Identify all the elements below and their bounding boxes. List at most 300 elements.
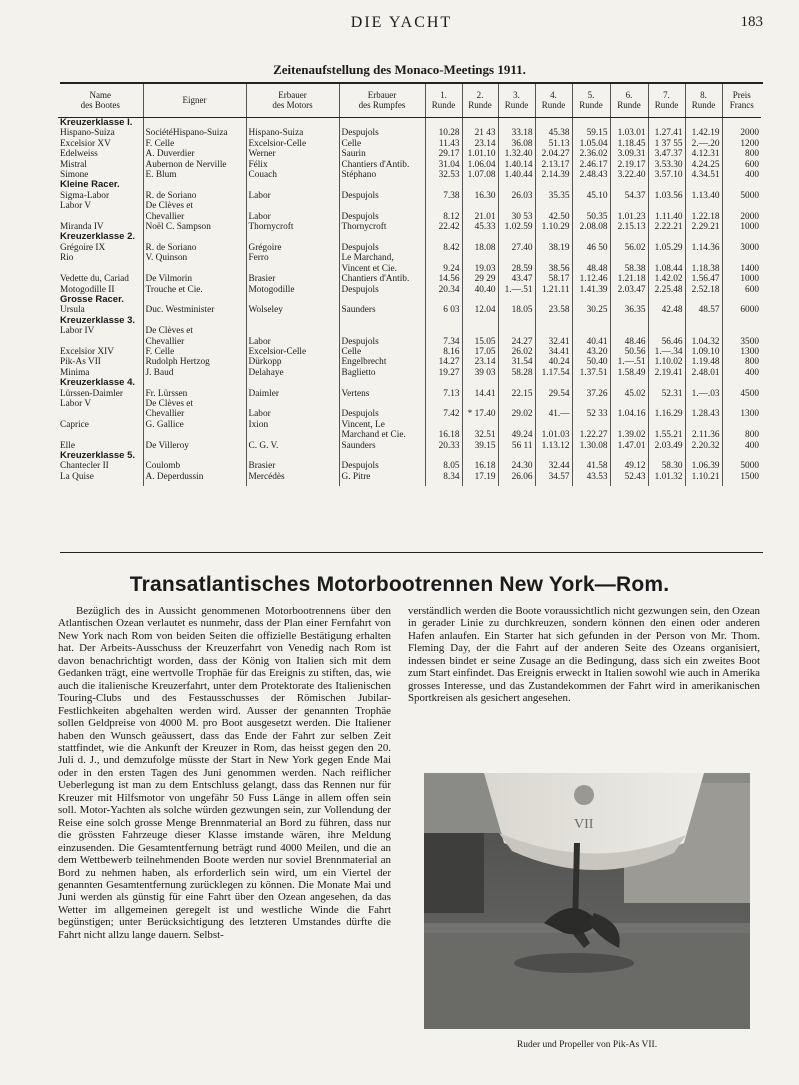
table-cell: 1.18.45 bbox=[610, 139, 648, 149]
table-cell: 2.29.21 bbox=[685, 222, 722, 232]
table-cell: 36.35 bbox=[610, 305, 648, 315]
table-cell: Ursula bbox=[60, 305, 85, 316]
table-cell bbox=[246, 118, 339, 129]
table-cell: 7.38 bbox=[425, 191, 462, 201]
column-header: Preis Francs bbox=[722, 84, 761, 118]
table-cell: Engelbrecht bbox=[339, 357, 425, 367]
table-cell: 43.20 bbox=[572, 347, 610, 357]
table-cell bbox=[498, 316, 535, 326]
table-row bbox=[58, 201, 761, 211]
table-cell: Chantiers d'Antib. bbox=[339, 160, 425, 170]
table-cell bbox=[339, 232, 425, 242]
table-cell: Despujols bbox=[339, 285, 425, 295]
table-cell: De Vilmorin bbox=[143, 274, 246, 284]
column-header: Eigner bbox=[143, 84, 246, 118]
table-cell bbox=[339, 326, 425, 336]
table-cell: De Clèves et bbox=[143, 326, 246, 336]
column-header: Name des Bootes bbox=[58, 84, 143, 118]
table-cell: Despujols bbox=[339, 461, 425, 471]
table-cell: 1.17.54 bbox=[535, 368, 572, 378]
table-cell: Rio bbox=[60, 253, 74, 264]
table-cell bbox=[462, 316, 498, 326]
table-cell: 1.07.08 bbox=[462, 170, 498, 180]
table-cell: 58.38 bbox=[610, 264, 648, 274]
table-cell: 1.28.43 bbox=[685, 409, 722, 419]
table-cell: 1.01.23 bbox=[610, 212, 648, 222]
table-cell bbox=[143, 316, 246, 326]
class-heading-row bbox=[58, 180, 761, 190]
table-cell: E. Blum bbox=[143, 170, 246, 180]
table-cell: 24.30 bbox=[498, 461, 535, 471]
table-cell bbox=[610, 253, 648, 263]
table-cell: Saurin bbox=[339, 149, 425, 159]
table-cell: 1.10.21 bbox=[685, 472, 722, 486]
table-cell bbox=[462, 180, 498, 190]
table-cell: 1.01.03 bbox=[535, 430, 572, 440]
table-cell bbox=[610, 326, 648, 336]
table-cell: 2.48.01 bbox=[685, 368, 722, 378]
table-row bbox=[58, 389, 761, 399]
table-cell: 56.02 bbox=[610, 243, 648, 253]
table-cell: 19.03 bbox=[462, 264, 498, 274]
table-cell: 2.46.17 bbox=[572, 160, 610, 170]
class-heading-row bbox=[58, 316, 761, 326]
table-cell: 8.42 bbox=[425, 243, 462, 253]
table-cell: 2.14.39 bbox=[535, 170, 572, 180]
table-cell: 1.12.46 bbox=[572, 274, 610, 284]
table-cell: 10.28 bbox=[425, 128, 462, 138]
table-cell: De Villeroy bbox=[143, 441, 246, 451]
table-row bbox=[58, 430, 761, 440]
table-row bbox=[58, 274, 761, 284]
table-cell: 23.58 bbox=[535, 305, 572, 315]
table-cell bbox=[685, 232, 722, 242]
class-heading-row bbox=[58, 295, 761, 305]
table-cell bbox=[143, 180, 246, 190]
table-cell: 29.17 bbox=[425, 149, 462, 159]
table-cell: Thornycroft bbox=[339, 222, 425, 232]
class-label: Kleine Racer. bbox=[60, 180, 120, 191]
table-cell: 400 bbox=[722, 441, 761, 451]
table-cell: 1.42.02 bbox=[648, 274, 685, 284]
table-cell: Caprice bbox=[60, 419, 89, 430]
table-cell bbox=[722, 378, 761, 388]
table-cell bbox=[246, 316, 339, 326]
table-cell: 50.35 bbox=[572, 212, 610, 222]
table-cell bbox=[462, 232, 498, 242]
table-cell: Simone bbox=[60, 170, 89, 181]
table-cell: Werner bbox=[246, 149, 339, 159]
table-cell bbox=[572, 451, 610, 461]
table-cell bbox=[498, 451, 535, 461]
table-cell bbox=[648, 253, 685, 263]
table-cell bbox=[339, 378, 425, 388]
table-cell: Excelsior-Celle bbox=[246, 139, 339, 149]
table-cell: 17.05 bbox=[462, 347, 498, 357]
table-cell: 1.06.04 bbox=[462, 160, 498, 170]
table-cell: Wolseley bbox=[246, 305, 339, 315]
table-cell: 1.10.29 bbox=[535, 222, 572, 232]
table-cell bbox=[610, 316, 648, 326]
table-cell: 1.—.51 bbox=[610, 357, 648, 367]
table-cell bbox=[498, 232, 535, 242]
table-cell: 4.24.25 bbox=[685, 160, 722, 170]
table-cell bbox=[425, 232, 462, 242]
table-cell bbox=[425, 118, 462, 129]
table-cell: 3.22.40 bbox=[610, 170, 648, 180]
table-cell: 4500 bbox=[722, 389, 761, 399]
table-cell: 800 bbox=[722, 357, 761, 367]
table-cell: 2.19.41 bbox=[648, 368, 685, 378]
table-cell: 2.03.47 bbox=[610, 285, 648, 295]
table-cell bbox=[648, 232, 685, 242]
table-cell bbox=[58, 264, 143, 274]
table-cell bbox=[722, 326, 761, 336]
table-cell: 52 33 bbox=[572, 409, 610, 419]
table-cell: 2.52.18 bbox=[685, 285, 722, 295]
table-cell bbox=[685, 378, 722, 388]
table-cell: 1400 bbox=[722, 264, 761, 274]
table-cell bbox=[722, 201, 761, 211]
table-cell: 40.40 bbox=[462, 285, 498, 295]
table-cell bbox=[685, 118, 722, 129]
table-cell: Coulomb bbox=[143, 461, 246, 471]
table-cell: Labor bbox=[246, 337, 339, 347]
table-cell: 1.—.34 bbox=[648, 347, 685, 357]
table-cell: 22.15 bbox=[498, 389, 535, 399]
table-cell bbox=[722, 420, 761, 430]
table-cell bbox=[535, 201, 572, 211]
table-cell bbox=[143, 264, 246, 274]
column-header: 7. Runde bbox=[648, 84, 685, 118]
table-cell: 4.12.31 bbox=[685, 149, 722, 159]
table-cell bbox=[246, 232, 339, 242]
table-cell: 2.22.21 bbox=[648, 222, 685, 232]
class-label: Kreuzerklasse 5. bbox=[60, 451, 135, 461]
table-cell: Aubernon de Nerville bbox=[143, 160, 246, 170]
table-cell: 1.11.40 bbox=[648, 212, 685, 222]
table-cell: 21 43 bbox=[462, 128, 498, 138]
table-cell bbox=[722, 180, 761, 190]
table-cell bbox=[462, 295, 498, 305]
table-cell: 32.41 bbox=[535, 337, 572, 347]
table-cell bbox=[462, 378, 498, 388]
table-cell bbox=[685, 326, 722, 336]
table-cell: Delahaye bbox=[246, 368, 339, 378]
table-cell bbox=[339, 295, 425, 305]
table-cell: 1.05.29 bbox=[648, 243, 685, 253]
table-cell: Chantiers d'Antib. bbox=[339, 274, 425, 284]
table-cell: 3000 bbox=[722, 243, 761, 253]
table-cell: 1.27.41 bbox=[648, 128, 685, 138]
table-cell bbox=[648, 201, 685, 211]
table-cell: Sigma-Labor bbox=[60, 190, 110, 201]
table-cell: 58.28 bbox=[498, 368, 535, 378]
table-row bbox=[58, 305, 761, 315]
column-header: 6. Runde bbox=[610, 84, 648, 118]
table-cell: Rudolph Hertzog bbox=[143, 357, 246, 367]
table-cell bbox=[462, 253, 498, 263]
table-cell bbox=[648, 420, 685, 430]
table-cell: Ferro bbox=[246, 253, 339, 263]
column-header: 4. Runde bbox=[535, 84, 572, 118]
table-cell: Brasier bbox=[246, 461, 339, 471]
table-cell bbox=[143, 451, 246, 461]
table-row bbox=[58, 399, 761, 409]
table-cell: 17.19 bbox=[462, 472, 498, 486]
table-cell: Motogodille II bbox=[60, 284, 115, 295]
table-cell bbox=[339, 118, 425, 129]
table-cell: Chantecler II bbox=[60, 461, 109, 472]
table-cell: 8.16 bbox=[425, 347, 462, 357]
table-cell: 1.14.36 bbox=[685, 243, 722, 253]
table-cell: 3.53.30 bbox=[648, 160, 685, 170]
photo-hull-marking: VII bbox=[574, 817, 594, 832]
table-cell: 14.41 bbox=[462, 389, 498, 399]
page-number: 183 bbox=[740, 14, 763, 30]
table-cell: 1.16.29 bbox=[648, 409, 685, 419]
table-cell: C. G. V. bbox=[246, 441, 339, 451]
table-cell: 1500 bbox=[722, 472, 761, 486]
table-cell: Despujols bbox=[339, 212, 425, 222]
table-cell: 1.56.47 bbox=[685, 274, 722, 284]
table-cell: 29 29 bbox=[462, 274, 498, 284]
table-cell bbox=[58, 212, 143, 222]
table-cell: 29.02 bbox=[498, 409, 535, 419]
table-cell: 20.33 bbox=[425, 441, 462, 451]
table-cell: 39.15 bbox=[462, 441, 498, 451]
table-cell bbox=[58, 337, 143, 347]
table-cell: Félix bbox=[246, 160, 339, 170]
table-cell bbox=[610, 232, 648, 242]
table-cell bbox=[535, 451, 572, 461]
table-cell bbox=[143, 118, 246, 129]
table-cell bbox=[58, 409, 143, 419]
table-cell: 1.09.10 bbox=[685, 347, 722, 357]
table-title: Zeitenaufstellung des Monaco-Meetings 1911. bbox=[273, 62, 526, 77]
table-cell bbox=[722, 253, 761, 263]
table-body bbox=[58, 118, 761, 487]
table-cell: 38.56 bbox=[535, 264, 572, 274]
table-cell: De Clèves et bbox=[143, 399, 246, 409]
table-cell bbox=[572, 253, 610, 263]
photo-illustration bbox=[424, 773, 750, 1029]
table-cell bbox=[648, 316, 685, 326]
table-cell: 20.34 bbox=[425, 285, 462, 295]
column-header: Erbauer des Rumpfes bbox=[339, 84, 425, 118]
table-cell: La Quise bbox=[60, 471, 94, 482]
table-cell: 2.25.48 bbox=[648, 285, 685, 295]
table-cell bbox=[535, 420, 572, 430]
table-cell: 6000 bbox=[722, 305, 761, 315]
table-cell: 18.05 bbox=[498, 305, 535, 315]
table-cell: 16.30 bbox=[462, 191, 498, 201]
table-cell: 1.03.56 bbox=[648, 191, 685, 201]
table-cell bbox=[572, 326, 610, 336]
table-cell: 1.58.49 bbox=[610, 368, 648, 378]
table-cell bbox=[143, 378, 246, 388]
table-cell bbox=[462, 326, 498, 336]
table-cell: 30.25 bbox=[572, 305, 610, 315]
table-cell: 1000 bbox=[722, 274, 761, 284]
table-cell: 30 53 bbox=[498, 212, 535, 222]
table-cell bbox=[425, 201, 462, 211]
table-cell: Minima bbox=[60, 367, 90, 378]
table-row bbox=[58, 253, 761, 263]
table-row bbox=[58, 357, 761, 367]
table-cell bbox=[498, 295, 535, 305]
column-header: 8. Runde bbox=[685, 84, 722, 118]
table-cell: 26.06 bbox=[498, 472, 535, 486]
table-cell: Excelsior XV bbox=[60, 138, 111, 149]
table-cell bbox=[498, 326, 535, 336]
table-cell: Noël C. Sampson bbox=[143, 222, 246, 232]
table-row bbox=[58, 326, 761, 336]
table-cell: 12.04 bbox=[462, 305, 498, 315]
table-cell: Hispano-Suiza bbox=[246, 128, 339, 138]
column-header: 5. Runde bbox=[572, 84, 610, 118]
table-cell: 600 bbox=[722, 285, 761, 295]
table-cell: 1.41.39 bbox=[572, 285, 610, 295]
table-row bbox=[58, 222, 761, 232]
table-cell: J. Baud bbox=[143, 368, 246, 378]
table-row bbox=[58, 212, 761, 222]
table-cell: F. Celle bbox=[143, 347, 246, 357]
table-cell: 7.13 bbox=[425, 389, 462, 399]
class-heading-row bbox=[58, 378, 761, 388]
table-row bbox=[58, 160, 761, 170]
table-cell: Grégoire bbox=[246, 243, 339, 253]
table-row bbox=[58, 441, 761, 451]
table-cell bbox=[425, 378, 462, 388]
table-cell: Vertens bbox=[339, 389, 425, 399]
table-cell: 52.43 bbox=[610, 472, 648, 486]
table-cell: 8.34 bbox=[425, 472, 462, 486]
class-label: Kreuzerklasse 3. bbox=[60, 315, 135, 326]
table-cell: 14.27 bbox=[425, 357, 462, 367]
table-cell bbox=[246, 399, 339, 409]
table-cell: Despujols bbox=[339, 337, 425, 347]
article-column-left bbox=[58, 605, 391, 941]
table-cell: Vincent, Le bbox=[339, 420, 425, 430]
table-cell: Pik-As VII bbox=[60, 357, 101, 368]
table-cell bbox=[246, 378, 339, 388]
table-cell: A. Deperdussin bbox=[143, 472, 246, 486]
table-cell: 56.46 bbox=[648, 337, 685, 347]
table-cell: 2.19.17 bbox=[610, 160, 648, 170]
table-cell bbox=[572, 118, 610, 129]
table-cell: 45.02 bbox=[610, 389, 648, 399]
table-cell: 3500 bbox=[722, 337, 761, 347]
table-cell bbox=[462, 420, 498, 430]
table-cell: 3.09.31 bbox=[610, 149, 648, 159]
table-cell: 58.17 bbox=[535, 274, 572, 284]
rudder-propeller-photo bbox=[424, 773, 750, 1029]
table-cell: Stéphano bbox=[339, 170, 425, 180]
table-cell: 23.14 bbox=[462, 357, 498, 367]
table-cell bbox=[685, 316, 722, 326]
table-cell: 54.37 bbox=[610, 191, 648, 201]
table-cell bbox=[685, 451, 722, 461]
table-cell: 45.10 bbox=[572, 191, 610, 201]
table-cell: 11.43 bbox=[425, 139, 462, 149]
table-cell: Labor bbox=[246, 409, 339, 419]
class-label: Grosse Racer. bbox=[60, 294, 124, 305]
table-row bbox=[58, 170, 761, 180]
table-cell: 35.35 bbox=[535, 191, 572, 201]
photo-caption: Ruder und Propeller von Pik-As VII. bbox=[516, 1040, 658, 1050]
table-cell: 2.04.27 bbox=[535, 149, 572, 159]
table-cell bbox=[722, 316, 761, 326]
table-cell: Couach bbox=[246, 170, 339, 180]
table-cell: Celle bbox=[339, 347, 425, 357]
table-cell bbox=[648, 118, 685, 129]
table-cell: 40.24 bbox=[535, 357, 572, 367]
table-cell bbox=[572, 316, 610, 326]
table-cell: 1.13.12 bbox=[535, 441, 572, 451]
table-cell: Marchand et Cie. bbox=[339, 430, 425, 440]
table-cell: 1.08.44 bbox=[648, 264, 685, 274]
table-cell: 41.58 bbox=[572, 461, 610, 471]
table-cell bbox=[610, 118, 648, 129]
class-heading-row bbox=[58, 232, 761, 242]
table-cell: 34.41 bbox=[535, 347, 572, 357]
table-cell: 1300 bbox=[722, 409, 761, 419]
table-cell bbox=[610, 201, 648, 211]
article-title: Transatlantisches Motorbootrennen New York—Rom. bbox=[129, 573, 670, 596]
table-cell: 2.13.17 bbox=[535, 160, 572, 170]
table-cell: 1.19.48 bbox=[685, 357, 722, 367]
table-cell bbox=[535, 378, 572, 388]
table-cell: 19.27 bbox=[425, 368, 462, 378]
table-cell: 2.15.13 bbox=[610, 222, 648, 232]
table-row bbox=[58, 461, 761, 471]
table-cell: 1.55.21 bbox=[648, 430, 685, 440]
table-cell: 1300 bbox=[722, 347, 761, 357]
table-cell bbox=[462, 399, 498, 409]
table-cell: Labor V bbox=[60, 201, 92, 212]
table-cell: 1.30.08 bbox=[572, 441, 610, 451]
table-cell bbox=[425, 253, 462, 263]
table-cell: 50.40 bbox=[572, 357, 610, 367]
table-cell: Miranda IV bbox=[60, 222, 104, 233]
table-cell: Despujols bbox=[339, 409, 425, 419]
table-cell: 2.36.02 bbox=[572, 149, 610, 159]
results-table bbox=[58, 84, 761, 486]
table-cell: Chevallier bbox=[143, 337, 246, 347]
table-cell: Hispano-Suiza bbox=[60, 128, 115, 139]
table-cell: 1.18.38 bbox=[685, 264, 722, 274]
table-cell: 1.40.14 bbox=[498, 160, 535, 170]
table-cell: 32.44 bbox=[535, 461, 572, 471]
table-cell: Saunders bbox=[339, 441, 425, 451]
table-cell: R. de Soriano bbox=[143, 191, 246, 201]
table-cell bbox=[535, 316, 572, 326]
table-cell: Saunders bbox=[339, 305, 425, 315]
table-cell: 23.14 bbox=[462, 139, 498, 149]
table-cell bbox=[685, 399, 722, 409]
column-header: Erbauer des Motors bbox=[246, 84, 339, 118]
table-cell: 1.10.02 bbox=[648, 357, 685, 367]
table-cell: 7.34 bbox=[425, 337, 462, 347]
table-row bbox=[58, 243, 761, 253]
table-cell: 1.01.32 bbox=[648, 472, 685, 486]
table-cell bbox=[339, 201, 425, 211]
table-cell: 1.21.18 bbox=[610, 274, 648, 284]
table-cell: 32.53 bbox=[425, 170, 462, 180]
table-cell bbox=[535, 399, 572, 409]
table-cell: Chevallier bbox=[143, 212, 246, 222]
